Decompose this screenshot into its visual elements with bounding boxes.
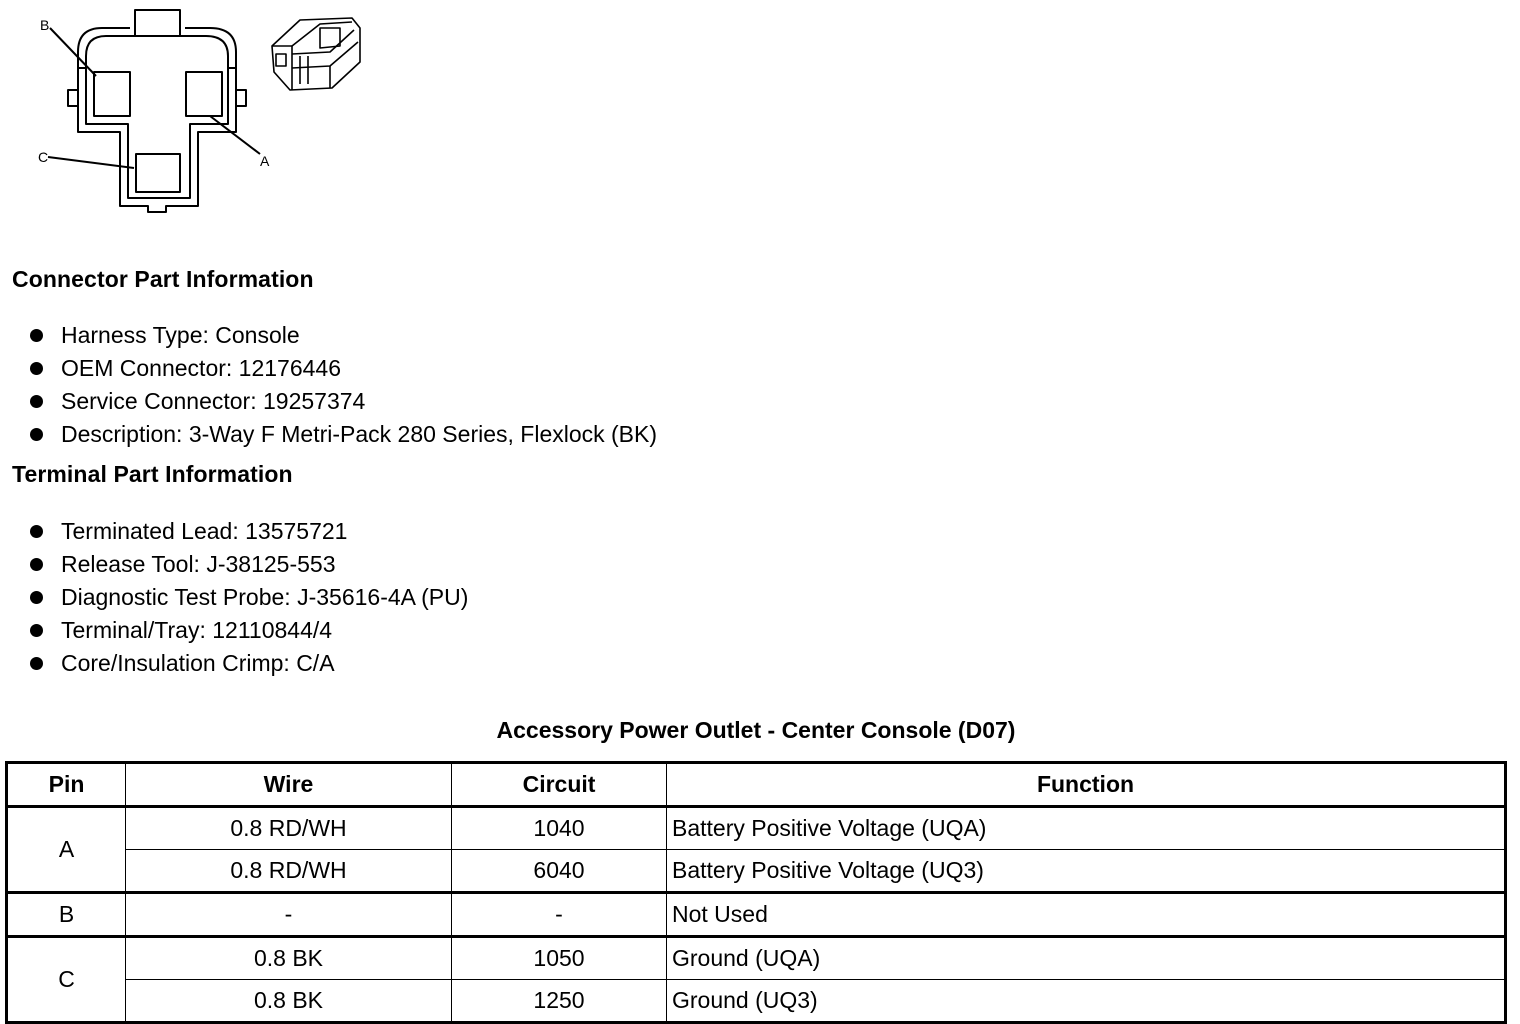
cavity-a [186,72,222,116]
list-item: Harness Type: Console [28,319,657,352]
wire-cell: 0.8 RD/WH [126,850,452,893]
table-row [7,893,1506,937]
list-item: OEM Connector: 12176446 [28,352,657,385]
wire-cell: 0.8 BK [126,937,452,980]
side-tab-right [236,90,246,106]
function-cell: Battery Positive Voltage (UQ3) [667,850,1506,893]
housing-body [78,68,236,212]
pin-label-b: B [40,17,50,33]
pin-cell: A [7,807,126,893]
list-item: Core/Insulation Crimp: C/A [28,647,468,680]
connector-part-info-list [28,319,657,451]
circuit-cell: 6040 [452,850,667,893]
cavity-b [94,72,130,116]
wire-cell: 0.8 RD/WH [126,807,452,850]
latch-top [135,10,180,36]
connector-face-diagram [30,6,370,216]
list-item: Description: 3-Way F Metri-Pack 280 Series, Flexlock (BK) [28,418,657,451]
connector-isometric-sketch [272,18,360,90]
circuit-cell: 1250 [452,980,667,1023]
function-cell: Ground (UQ3) [667,980,1506,1023]
pin-cell: B [7,893,126,937]
pin-cell: C [7,937,126,1023]
list-item: Diagnostic Test Probe: J-35616-4A (PU) [28,581,468,614]
wire-cell: 0.8 BK [126,980,452,1023]
list-item: Release Tool: J-38125-553 [28,548,468,581]
header-wire: Wire [126,763,452,807]
header-circuit: Circuit [452,763,667,807]
wire-cell: - [126,893,452,937]
cavity-c [136,154,180,192]
pin-label-a: A [260,153,270,169]
terminal-part-info-list [28,515,468,680]
table-row [7,850,1506,893]
list-item: Terminated Lead: 13575721 [28,515,468,548]
table-row [7,980,1506,1023]
list-item: Service Connector: 19257374 [28,385,657,418]
table-caption: Accessory Power Outlet - Center Console (D07) [496,717,1016,743]
circuit-cell: - [452,893,667,937]
pinout-table [5,761,1507,1024]
circuit-cell: 1040 [452,807,667,850]
circuit-cell: 1050 [452,937,667,980]
pin-label-c: C [38,149,49,165]
function-cell: Battery Positive Voltage (UQA) [667,807,1506,850]
table-row [7,807,1506,850]
header-pin: Pin [7,763,126,807]
table-header-row [7,763,1506,807]
function-cell: Not Used [667,893,1506,937]
header-function: Function [667,763,1506,807]
function-cell: Ground (UQA) [667,937,1506,980]
side-tab-left [68,90,78,106]
list-item: Terminal/Tray: 12110844/4 [28,614,468,647]
terminal-part-info-heading: Terminal Part Information [12,461,293,487]
table-row [7,937,1506,980]
connector-part-info-heading: Connector Part Information [12,266,314,292]
